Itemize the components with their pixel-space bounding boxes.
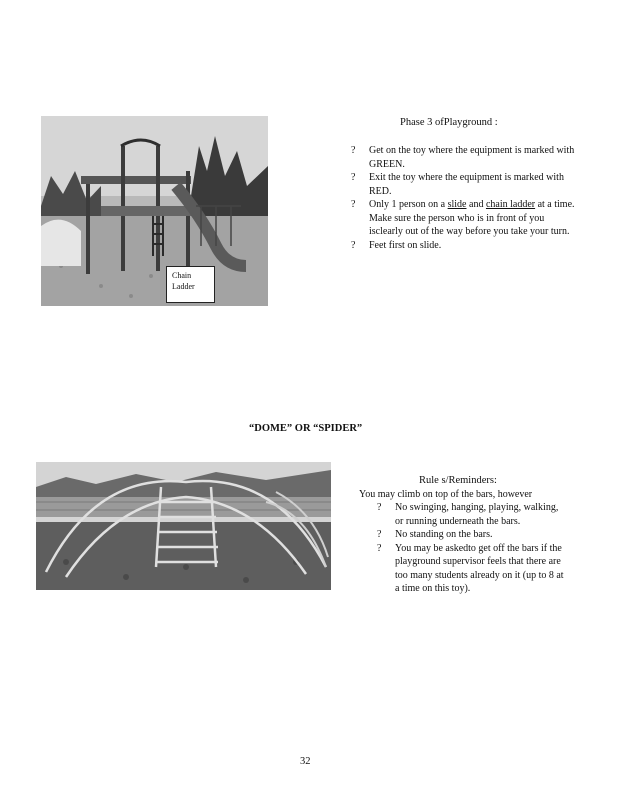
bullet-mark: ? (351, 199, 356, 210)
bullet-mark: ? (377, 529, 382, 540)
bullet-mark: ? (351, 145, 356, 156)
playground-photo (41, 116, 268, 306)
rule-text: Get on the toy where the equipment is marked with GREEN. (369, 145, 575, 170)
rule-text: Exit the toy where the equipment is marked with RED. (369, 172, 564, 197)
phase3-rule (351, 171, 576, 198)
phase3-rule (351, 144, 576, 171)
phase3-rule (351, 198, 576, 239)
dome-rule (377, 501, 567, 528)
callout-line-2: Ladder (172, 282, 195, 291)
dome-photo-drawing (36, 462, 331, 590)
rule-text: No swinging, hanging, playing, walking, or running underneath the bars. (395, 502, 559, 527)
rule-text: Only 1 person on a (369, 199, 448, 210)
chain-ladder-callout (166, 266, 215, 303)
bullet-mark: ? (377, 542, 382, 554)
phase3-title: Phase 3 ofPlayground : (400, 117, 498, 128)
dome-rules-list (377, 501, 567, 596)
callout-line-1: Chain (172, 271, 192, 280)
phase3-rules-list (351, 144, 576, 252)
rule-text: Feet first on slide. (369, 239, 442, 251)
bullet-mark: ? (377, 502, 382, 513)
underlined-term: slide (447, 199, 467, 210)
playground-photo-drawing (41, 116, 268, 306)
dome-rules-title: Rule s/Reminders: (419, 475, 497, 486)
dome-heading: “DOME” OR “SPIDER” (249, 423, 363, 434)
rule-text: at a time. Make sure the person who is in front of you isclearly out of the way before you take your turn. (369, 199, 575, 237)
rule-text: and (466, 199, 486, 210)
bullet-mark: ? (351, 239, 356, 251)
page-number: 32 (300, 756, 311, 767)
dome-rule (377, 528, 567, 542)
dome-photo (36, 462, 331, 590)
rule-text: You may be askedto get off the bars if the playground supervisor feels that there are too many students already on it (up to 8 at a time on this toy). (395, 542, 564, 594)
phase3-rule (351, 239, 576, 253)
underlined-term: chain ladder (485, 199, 536, 210)
bullet-mark: ? (351, 172, 356, 183)
dome-rule (377, 542, 567, 596)
rule-text: No standing on the bars. (395, 529, 493, 540)
dome-intro: You may climb on top of the bars, however (359, 489, 533, 500)
